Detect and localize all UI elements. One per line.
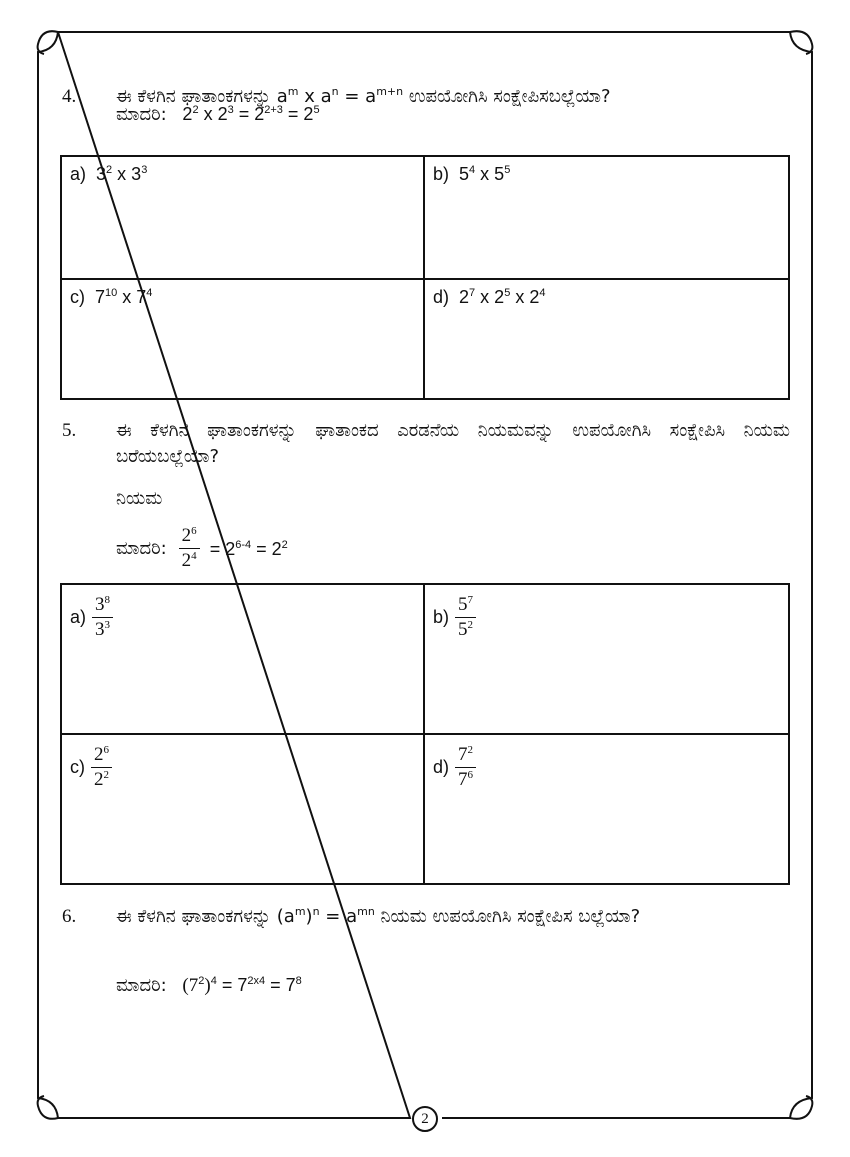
example-fraction: $\frac{2^6}{2^4}$	[179, 526, 200, 571]
fraction-box-b[interactable]	[425, 585, 788, 735]
example-label: ಮಾದರಿ:	[116, 537, 167, 559]
expression-b: b) $5^4$ x $5^5$	[433, 164, 511, 184]
example-label: ಮಾದರಿ:	[116, 104, 167, 125]
example-expression: $2^2$ x $2^3 = 2^{2+3} = 2^5$	[182, 104, 320, 124]
question-4-example	[116, 101, 320, 128]
question-4-answer-grid	[60, 155, 790, 400]
expression-c: c) $7^{10}$ x $7^4$	[70, 287, 153, 307]
expression-a: a) $3^2$ x $3^3$	[70, 164, 148, 184]
question-6	[62, 904, 790, 930]
question-4-number: 4.	[62, 86, 77, 107]
fraction-b: b) $\frac{5^7}{5^2}$	[433, 595, 476, 640]
answer-box-c[interactable]	[62, 280, 425, 400]
expression-d: d) $2^7$ x $2^5$ x $2^4$	[433, 287, 546, 307]
question-6-text: ಈ ಕೆಳಗಿನ ಘಾತಾಂಕಗಳನ್ನು $(a^m)^n = a^{mn}$ ನಿಯಮ ಉಪಯೋಗಿಸಿ ಸಂಕ್ಷೇಪಿಸ ಬಲ್ಲೆಯಾ?	[116, 905, 641, 927]
answer-box-d[interactable]	[425, 280, 788, 400]
fraction-d: d) $\frac{7^2}{7^6}$	[433, 745, 476, 790]
fraction-box-a[interactable]	[62, 585, 425, 735]
example-result: = $2^{6-4} = 2^2$	[204, 538, 288, 559]
fraction-box-d[interactable]	[425, 735, 788, 885]
question-5-number: 5.	[62, 420, 77, 441]
fraction-c: c) $\frac{2^6}{2^2}$	[70, 745, 112, 790]
question-5-example	[116, 526, 288, 571]
answer-box-b[interactable]	[425, 157, 788, 280]
fraction-box-c[interactable]	[62, 735, 425, 885]
question-5	[62, 418, 790, 470]
question-5-text: ಈ ಕೆಳಗಿನ ಘಾತಾಂಕಗಳನ್ನು ಘಾತಾಂಕದ ಎರಡನೆಯ ನಿಯಮವನ್ನು ಉಪಯೋಗಿಸಿ ಸಂಕ್ಷೇಪಿಸಿ ನಿಯಮ ಬರೆಯಬಲ್ಲೆಯಾ?	[116, 420, 790, 467]
example-label: ಮಾದರಿ:	[116, 975, 167, 996]
fraction-a: a) $\frac{3^8}{3^3}$	[70, 595, 113, 640]
example-expression: $(7^2)^4 = 7^{2x4} = 7^8$	[182, 975, 302, 996]
question-6-number: 6.	[62, 906, 77, 927]
question-5-answer-grid	[60, 583, 790, 885]
question-4-text: ಈ ಕೆಳಗಿನ ಘಾತಾಂಕಗಳನ್ನು $a^m$ x $a^n = a^{m+n}$ ಉಪಯೋಗಿಸಿ ಸಂಕ್ಷೇಪಿಸಬಲ್ಲೆಯಾ?	[116, 85, 611, 107]
question-5-rule-label: ನಿಯಮ	[116, 488, 163, 509]
question-6-example	[116, 972, 302, 999]
page-number: 2	[412, 1106, 438, 1132]
answer-box-a[interactable]	[62, 157, 425, 280]
